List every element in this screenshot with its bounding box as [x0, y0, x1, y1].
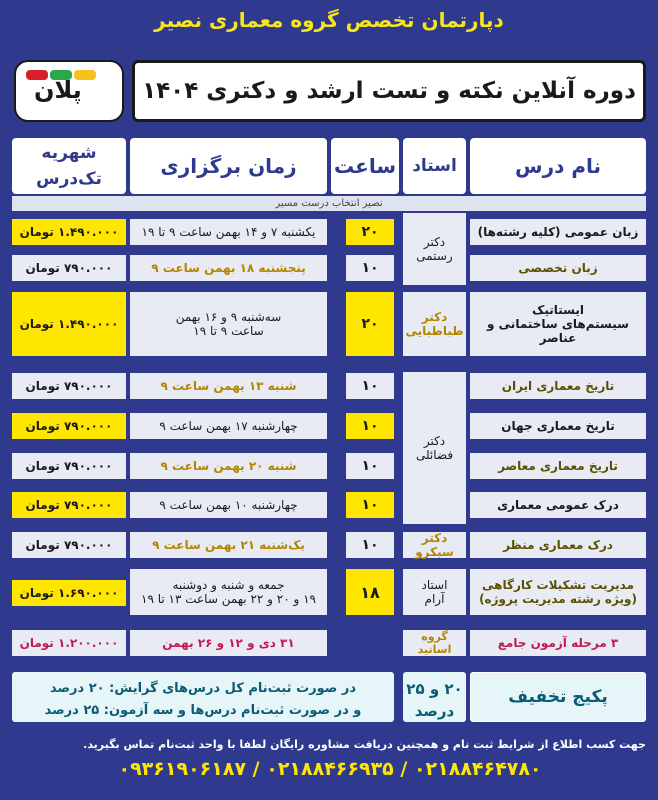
header-time: زمان برگزاری: [130, 138, 327, 194]
header-course-name: نام درس: [470, 138, 646, 194]
hour-cell: ۱۰: [346, 255, 394, 281]
course-cell: تاریخ معماری معاصر: [470, 453, 646, 479]
price-cell: ۱.۲۰۰.۰۰۰ تومان: [12, 630, 126, 656]
time-cell: پنجشنبه ۱۸ بهمن ساعت ۹: [130, 255, 327, 281]
discount-percent-unit: درصد: [414, 702, 455, 720]
logo-text: پلان: [34, 76, 82, 104]
course-cell: [470, 292, 646, 356]
teacher-name: فضائلی: [415, 448, 454, 462]
discount-label: پکیج تخفیف: [470, 672, 646, 722]
price-cell: ۱.۶۹۰.۰۰۰ تومان: [12, 580, 126, 606]
price-cell: ۷۹۰.۰۰۰ تومان: [12, 413, 126, 439]
hour-cell: ۱۰: [346, 453, 394, 479]
time-cell: چهارشنبه ۱۷ بهمن ساعت ۹: [130, 413, 327, 439]
time-cell: شنبه ۱۳ بهمن ساعت ۹: [130, 373, 327, 399]
hour-cell: ۲۰: [346, 219, 394, 245]
course-cell: زبان عمومی (کلیه رشته‌ها): [470, 219, 646, 245]
discount-description: [12, 672, 394, 722]
time-line-1: جمعه و شنبه و دوشنبه: [172, 578, 285, 592]
price-cell: ۱.۴۹۰.۰۰۰ تومان: [12, 219, 126, 245]
time-line-2: ۱۹ و ۲۰ و ۲۲ بهمن ساعت ۱۳ تا ۱۹: [141, 592, 316, 606]
course-cell: درک معماری منظر: [470, 532, 646, 558]
course-line-1: مدیریت تشکیلات کارگاهی: [482, 578, 634, 592]
teacher-name: آرام: [424, 592, 445, 606]
hour-cell: ۱۸: [346, 569, 394, 615]
time-cell: [130, 569, 327, 615]
course-banner: دوره آنلاین نکته و تست ارشد و دکتری ۱۴۰۴: [132, 60, 646, 122]
discount-line-1: در صورت ثبت‌نام کل درس‌های گرایش: ۲۰ درصد: [49, 681, 357, 696]
header-teacher: استاد: [403, 138, 466, 194]
time-cell: یکشنبه ۷ و ۱۴ بهمن ساعت ۹ تا ۱۹: [130, 219, 327, 245]
teacher-cell: [403, 292, 466, 356]
course-cell: زبان تخصصی: [470, 255, 646, 281]
time-line-2: ساعت ۹ تا ۱۹: [193, 324, 264, 338]
teacher-cell: [403, 372, 466, 524]
price-cell: ۷۹۰.۰۰۰ تومان: [12, 492, 126, 518]
hour-cell: ۱۰: [346, 492, 394, 518]
teacher-cell: گروه اساتید: [403, 630, 466, 656]
teacher-title: دکتر: [423, 434, 446, 448]
course-cell: تاریخ معماری جهان: [470, 413, 646, 439]
price-cell: ۱.۴۹۰.۰۰۰ تومان: [12, 292, 126, 356]
course-cell: ۳ مرحله آزمون جامع: [470, 630, 646, 656]
course-line-2: (ویژه رشته مدیریت پروژه): [479, 592, 637, 606]
hour-cell: ۱۰: [346, 532, 394, 558]
plan-logo: [14, 60, 124, 122]
teacher-name: رستمی: [416, 249, 453, 263]
discount-percent: [403, 672, 466, 722]
teacher-cell: دکتر سبکرو: [403, 532, 466, 558]
time-cell: شنبه ۲۰ بهمن ساعت ۹: [130, 453, 327, 479]
course-cell: [470, 569, 646, 615]
course-cell: درک عمومی معماری: [470, 492, 646, 518]
teacher-cell: [403, 213, 466, 285]
section-label: نصیر انتخاب درست مسیر: [12, 196, 646, 211]
price-cell: ۷۹۰.۰۰۰ تومان: [12, 255, 126, 281]
price-cell: ۷۹۰.۰۰۰ تومان: [12, 373, 126, 399]
hour-cell: ۱۰: [346, 373, 394, 399]
discount-line-2: و در صورت ثبت‌نام درس‌ها و سه آزمون: ۲۵ درصد: [44, 703, 362, 718]
footer-phones[interactable]: ۰۹۳۶۱۹۰۶۱۸۷ / ۰۲۱۸۸۴۶۶۹۳۵ / ۰۲۱۸۸۴۶۴۷۸۰: [118, 758, 542, 780]
hour-cell: ۲۰: [346, 292, 394, 356]
course-line-1: ایستاتیک: [532, 303, 584, 317]
course-cell: تاریخ معماری ایران: [470, 373, 646, 399]
header-hour: ساعت: [331, 138, 399, 194]
time-cell: یک‌شنبه ۲۱ بهمن ساعت ۹: [130, 532, 327, 558]
time-cell: ۳۱ دی و ۱۲ و ۲۶ بهمن: [130, 630, 327, 656]
hour-cell: ۱۰: [346, 413, 394, 439]
teacher-title: استاد: [421, 578, 448, 592]
time-cell: چهارشنبه ۱۰ بهمن ساعت ۹: [130, 492, 327, 518]
teacher-name: طباطبایی: [405, 324, 464, 338]
price-cell: ۷۹۰.۰۰۰ تومان: [12, 532, 126, 558]
price-cell: ۷۹۰.۰۰۰ تومان: [12, 453, 126, 479]
teacher-cell: [403, 569, 466, 615]
time-line-1: سه‌شنبه ۹ و ۱۶ بهمن: [175, 310, 282, 324]
header-price: شهریه تک‌درس: [12, 138, 126, 194]
teacher-title: دکتر: [421, 310, 448, 324]
time-cell: [130, 292, 327, 356]
teacher-title: دکتر: [423, 235, 446, 249]
footer-info: جهت کسب اطلاع از شرایط ثبت نام و همچنین دریافت مشاوره رایگان لطفا با واحد ثبت‌نام تماس بگیرید.: [83, 738, 646, 751]
page-title: دپارتمان تخصص گروه معماری نصیر: [154, 8, 504, 32]
discount-percent-value: ۲۰ و ۲۵: [406, 680, 463, 698]
course-line-2: سیستم‌های ساختمانی و عناصر: [487, 317, 629, 345]
